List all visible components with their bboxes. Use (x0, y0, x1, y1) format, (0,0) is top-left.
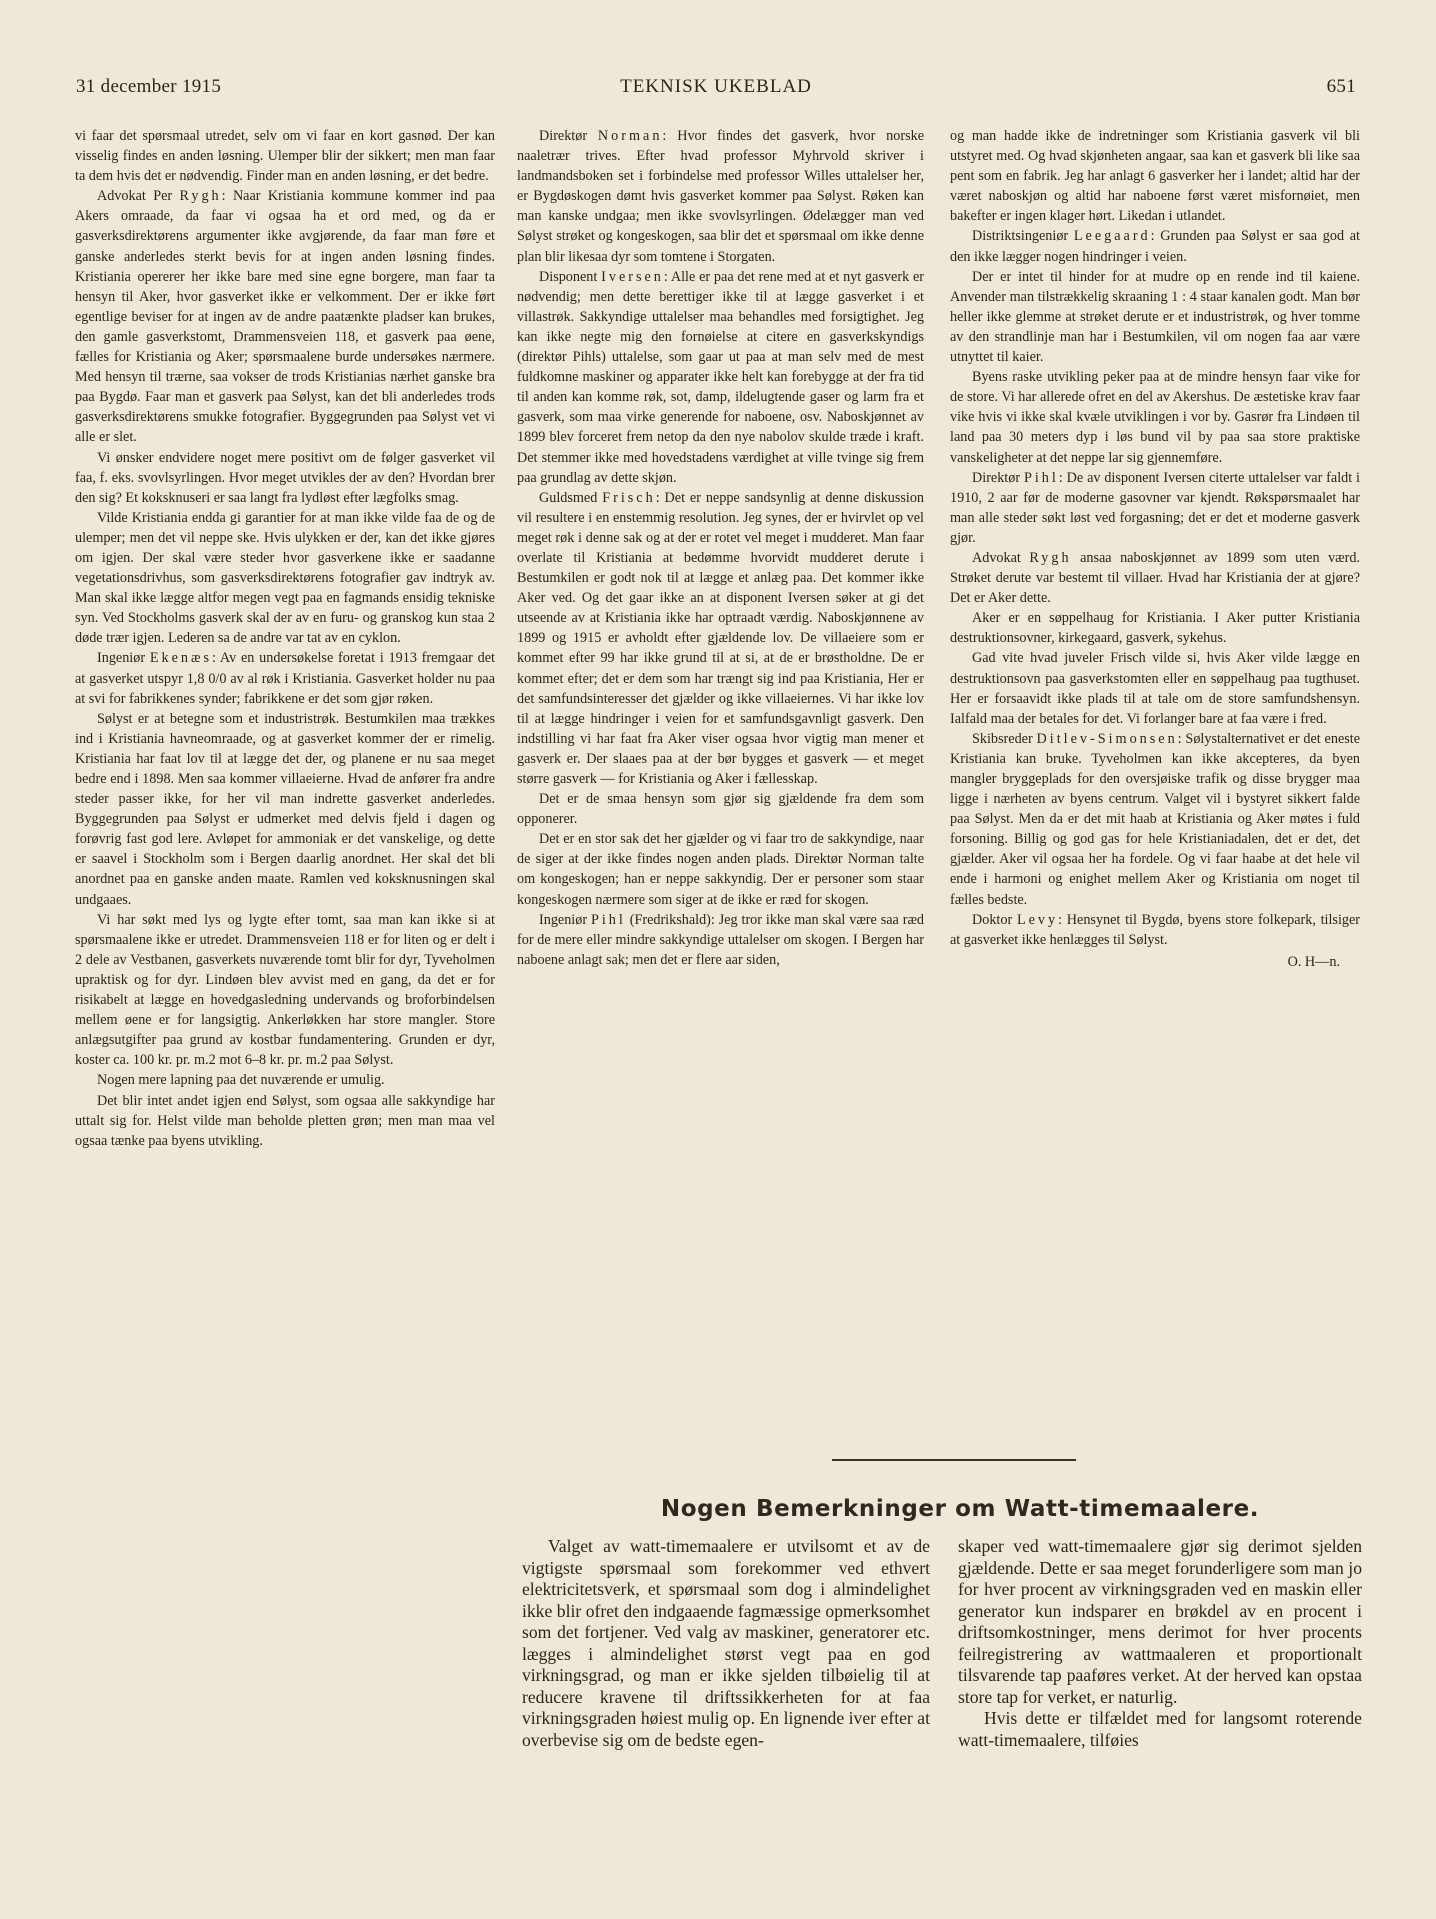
speaker-title: Ingeniør (97, 650, 146, 667)
paragraph: Der er intet til hinder for at mudre op en rende ind til kaiene. Anvender man tilstrækkelig skraaning 1 : 4 staar kanalen godt. Man bør heller ikke glemme at strøket derute er et industristrøk, og hver tomme av den strandlinje man har i Bestumkilen, vil om nogen faa aar være utnyttet til kaier. (950, 268, 1360, 366)
paragraph: Gad vite hvad juveler Frisch vilde si, hvis Aker vilde lægge en destruktionsovn paa gasverkstomten eller en søppelhaug paa tugthuset. Her er forsaavidt ikke plads til at tale om de store samfundshensyn. Ialfald maa der betales for det. Vi forlanger bare at faa være i fred. (950, 650, 1360, 727)
speaker-name: Frisch (602, 489, 656, 506)
speaker-name: Pihl (590, 911, 626, 928)
article-paragraph: Valget av watt-timemaalere er utvilsomt et av de vigtigste spørsmaal som forekommer ved ethvert elektricitetsverk, et spørsmaal som dog i almindelighet ikke blir ofret den indgaaende fagmæssige opmerksomhet som det fortjener. Ved valg av maskiner, generatorer etc. lægges i almindelighet størst vegt paa en god virkningsgrad, og man er ikke sjelden tilbøielig til at reducere kravene til driftssikkerheten for at faa virkningsgraden høiest mulig op. En lignende iver efter at overbevise sig om de bedste egen- (522, 1536, 930, 1750)
speech-text: : Hensynet til Bygdø, byens store folkepark, tilsiger at gasverket ikke henlægges til Sølyst. (950, 911, 1361, 948)
paragraph: Vilde Kristiania endda gi garantier for at man ikke vilde faa de og de ulemper; men det vil neppe ske. Hvis ulykken er der, kan det ikke gjøres om igjen. Der skal være steder hvor gasverkene ikke er saadanne vegetationsdrivhus, som gasverksdirektørens fotografier gav indtryk av. Man skal ikke lægge altfor megen vegt paa en fagmands ensidig tekniske syn. Ved Stockholms gasverk skal der av en furu- og granskog kun staa 2 døde trær igjen. Lederen sa de andre var tat av en cyklon. (75, 509, 495, 647)
speech-text: : Alle er paa det rene med at et nyt gasverk er nødvendig; men dette berettiger ikke til at lægge gasverket i et villastrøk. Sakkyndige uttalelser maa behandles med forsigtighet. Jeg kan ikke negte mig den fornøielse at citere en gasverkskyndigs (direktør Pihls) uttalelse, som gaar ut paa at man selv med de mest fuldkomne maskiner og apparater ikke helt kan forebygge at der fra tid til anden kan komme røk, sot, damp, ildelugtende gaser og larm fra et gasverk, som maa virke generende for naboene, osv. Naboskjønnet av 1899 blev forceret frem netop da den nye nabolov skulde træde i kraft. Det stemmer ikke med hovedstadens værdighet at ville tvinge sig frem paa grundlag av dette skjøn. (517, 268, 925, 486)
speaker-paragraph (950, 548, 1360, 608)
speaker-name: Levy (1016, 911, 1059, 928)
paragraph: Det blir intet andet igjen end Sølyst, som ogsaa alle sakkyndige har uttalt sig for. Helst vilde man beholde pletten grøn; men man maa vel ogsaa tænke paa byens utvikling. (75, 1092, 495, 1149)
speech-text: (Fredrikshald): Jeg tror ikke man skal være saa ræd for de mere eller mindre sakkyndige uttalelser om skogen. I Bergen har naboene anlagt sak; men det er flere aar siden, (517, 911, 924, 968)
author-signature: O. H—n. (1287, 953, 1340, 970)
column-3 (950, 126, 1360, 972)
paragraph: Vi har søkt med lys og lygte efter tomt, saa man kan ikke si at spørsmaalene ikke er utredet. Drammensveien 118 er for liten og er delt i 2 dele av Vestbanen, gasverkets nuværende tomt blir for dyr, Tyveholmen upraktisk og for dyr. Lindøen blev avvist med en gang, da det er for risikabelt at lægge en hovedgasledning undervands og broforbindelsen mellem øene er for langsigtig. Ankerløkken har store mangler. Store anlægsutgifter paa grund av kostbar fundamentering. Grunden er dyr, koster ca. 100 kr. pr. m.2 mot 6–8 kr. pr. m.2 paa Sølyst. (75, 911, 495, 1069)
article-column-right (958, 1536, 1362, 1751)
section-divider (832, 1459, 1076, 1461)
column-1 (75, 126, 495, 1151)
page-number: 651 (1326, 76, 1356, 97)
speaker-name: Pihl (1023, 469, 1059, 486)
speaker-title: Disponent (539, 268, 598, 285)
speaker-title: Skibsreder (972, 730, 1033, 747)
paragraph: og man hadde ikke de indretninger som Kristiania gasverk vil bli utstyret med. Og hvad skjønheten angaar, saa kan et gasverk bli like saa pent som en fabrik. Jeg har anlagt 6 gasverker her i landet; altid har der været naboskjøn og altid har naboene først været misfornøiet, men bakefter er ingen klager hørt. Likedan i utlandet. (950, 128, 1360, 225)
speaker-paragraph (950, 226, 1360, 266)
speech-text: : Det er neppe sandsynlig at denne diskussion vil resultere i en enstemmig resolution. Jeg synes, der er hvirvlet op vel meget røk i denne sak og at der er rotet vel meget i mudderet. Man faar overlate til Kristiania at bedømme hvorvidt mudderet derute i Bestumkilen er godt nok til at lægge et anlæg paa. Det kommer ikke Aker ved. Og det gaar ikke an at disponent Iversen søker at gi det utseende av at Kristiania ikke har optraadt værdig. Naboskjønnene av 1899 og 1915 er avholdt efter gjældende lov. De villaeiere som er kommet efter 99 har ikke grund til at si, at de er brøstholdne. De er kommet efter; det er dem som har trængt sig ind paa Kristiania, Her er det samfundsinteresser det gjælder og ikke villaeiernes. Vi har ikke lov til at lægge hindringer i veien for et samfundsgavnligt gasverk. Den indstilling vi har faat fra Aker viser ogsaa hvor vigtig man mener et gasverk er. Der slaaes paa at der bør bygges et gasverk — et meget større gasverk — for Kristiania og Aker i fællesskap. (517, 489, 925, 787)
speaker-paragraph (950, 468, 1360, 548)
speech-text: ansaa naboskjønnet av 1899 som uten værd. Strøket derute var bestemt til villaer. Hvad har Kristiania der at gjøre? Det er Aker dette. (950, 549, 1360, 607)
speaker-title: Distriktsingeniør (972, 228, 1069, 245)
speaker-name: Rygh (179, 188, 222, 205)
speaker-title: Direktør (539, 128, 588, 144)
speech-text: : Sølystalternativet er det eneste Kristiania kan bruke. Tyveholmen kan ikke akcepteres, da byen mangler bryggeplads for den oversjøiske trafik og disse brygger maa ligge i nærheten av byens centrum. Valget vil i bystyret sikkert falde paa Sølyst. Men da er det mit haab at Kristiania og Aker møtes i fuld forsoning. Billig og god gas for hele Kristianiadalen, det er det, det gjælder. Aker vil ogsaa her ha fordele. Og vi faar haabe at det hele vil ende i harmoni og enighet mellem Aker og Kristiania om noget til fælles bedste. (950, 730, 1360, 908)
speaker-title: Doktor (972, 911, 1013, 928)
speaker-name: Ditlev-Simonsen (1036, 730, 1178, 747)
paragraph: Vi ønsker endvidere noget mere positivt om de følger gasverket vil faa, f. eks. svovlsyrlingen. Hvor meget utvikles der av den? Hvordan brer den sig? Et koksknuseri er saa langt fra lydløst efter lægfolks smag. (75, 449, 495, 506)
paragraph: Det er de smaa hensyn som gjør sig gjældende fra dem som opponerer. (517, 791, 924, 828)
speaker-title: Advokat (972, 549, 1021, 566)
speech-text: : Hvor findes det gasverk, hvor norske naaletrær trives. Efter hvad professor Myhrvold skriver i landmandsboken set i forbindelse med professor Willes uttalelser her, er Bygdøskogen dømt hvis gasverket kommer paa Sølyst. Røken kan man kanske undgaa; men ikke svovlsyrlingen. Ødelægger man ved Sølyst strøket og kongeskogen, saa blir det et spørsmaal om ikke denne plan blir likesaa dyr som tomtene i Storgaten. (517, 128, 925, 265)
article-column-left (522, 1536, 930, 1751)
paragraph: Det er en stor sak det her gjælder og vi faar tro de sakkyndige, naar de siger at der ikke findes nogen anden plads. Direktør Norman talte om kongeskogen; han er neppe sakkyndig. Der er personer som staar kongeskogen nærmere som siger at de ikke er ræd for skogen. (517, 831, 924, 908)
paragraph: Aker er en søppelhaug for Kristiania. I Aker putter Kristiania destruktionsovner, kirkegaard, gasverk, sykehus. (950, 610, 1360, 647)
article-paragraph: Hvis dette er tilfældet med for langsomt roterende watt-timemaalere, tilføies (958, 1708, 1362, 1750)
speaker-name: Ekenæs (149, 650, 212, 667)
speech-text: : Grunden paa Sølyst er saa god at den ikke lægger nogen hindringer i veien. (950, 228, 1361, 265)
journal-title: TEKNISK UKEBLAD (620, 76, 812, 97)
speech-text: : Av en undersøkelse foretat i 1913 fremgaar det at gasverket utspyr 1,8 0/0 av al røk i Kristiania. Gasverket holder nu paa at svi for fabrikkenes synder; fabrikkene er det som gjør røken. (75, 650, 495, 707)
article-headline: Nogen Bemerkninger om Watt-timemaalere. (660, 1496, 1260, 1522)
speaker-paragraph (517, 126, 924, 267)
speaker-name: Rygh (1029, 549, 1072, 566)
speaker-title: Ingeniør (539, 911, 588, 928)
paragraph: Nogen mere lapning paa det nuværende er umulig. (97, 1072, 385, 1089)
speech-text: : De av disponent Iversen citerte uttalelser var faldt i 1910, 2 aar før de moderne gasovner var kjendt. Røkspørsmaalet har man alle steder søkt løst ved forgasning; det er det et moderne gasverk gjør. (950, 469, 1360, 546)
article-paragraph: skaper ved watt-timemaalere gjør sig derimot sjelden gjældende. Dette er saa meget forunderligere som man jo for hver procent av virkningsgraden ved en maskin eller generator kun indsparer en brøkdel av en procent i driftsomkostninger, mens derimot for hver procents feilregistrering av wattmaaleren et proportionalt tilsvarende tap paaføres verket. At der herved kan opstaa store tap for verket, er naturlig. (958, 1536, 1362, 1707)
speaker-paragraph (75, 648, 495, 708)
running-head (76, 76, 1356, 100)
speaker-paragraph (517, 910, 924, 970)
paragraph: Sølyst er at betegne som et industristrøk. Bestumkilen maa trækkes ind i Kristiania havneomraade, og at gasverket kommer der er rimelig. Kristiania har faat lov til at lægge det der, og planene er nu saa meget bedre end i 1898. Men saa kommer villaeierne. Hvad de anfører fra andre steder passer ikke, for her vil man indrette gasverket anderledes. Byggegrunden paa Sølyst er udmerket med delvis fjeld i dagen og forøvrig fast god lere. Avløpet for ammoniak er det vanskelige, og dette er saavel i Stockholm som i Bergen daarlig anordnet. Her skal det bli anordnet paa en ganske anden maate. Ramlen ved koksknusningen skal undgaaes. (75, 710, 495, 908)
speaker-paragraph (75, 186, 495, 447)
issue-date: 31 december 1915 (76, 76, 222, 97)
speaker-title: Direktør (972, 469, 1021, 486)
paragraph: Byens raske utvikling peker paa at de mindre hensyn faar vike for de store. Vi har allerede ofret en del av Akershus. De æstetiske krav faar vike hvis vi ikke skal kvæle utviklingen i vor by. Gasrør fra Lindøen til land paa 30 meters dyp i løs bund vil by paa saa store praktiske vanskeligheter at det neppe lar sig gjennemføre. (950, 369, 1360, 466)
speech-text: : Naar Kristiania kommune kommer ind paa Akers omraade, da faar vi ogsaa ha et ord med, og da er gasverksdirektørens argumenter ikke avgjørende, da faar man føre et ganske anderledes sterkt bevis for at ingen anden løsning findes. Kristiania opererer her ikke bare med sine egne borgere, man faar ta hensyn til Aker, hvor gasverket ikke er velkomment. Der er ikke ført egentlige beviser for at ingen av de andre paatænkte pladser kan brukes, den gamle gasverkstomt, Drammensveien 118, et gasverk paa øene, fælles for Kristiania og Aker; spørsmaalene burde undersøkes nærmere. Med hensyn til trærne, saa vokser de trods Kristianias nærhet ganske bra paa Bygdø. Faar man et gasverk paa Sølyst, kan det bli anderledes trods gasverksdirektørens smukke fotografier. Byggegrunden paa Sølyst vet vi alle er slet. (75, 188, 496, 446)
speaker-title: Guldsmed (539, 489, 598, 506)
speaker-paragraph (950, 729, 1360, 910)
speaker-name: Leegaard (1073, 228, 1151, 245)
speaker-title: Advokat Per (97, 188, 173, 205)
speaker-paragraph (950, 910, 1360, 950)
speaker-paragraph (517, 488, 924, 789)
paragraph: vi faar det spørsmaal utredet, selv om vi faar en kort gasnød. Der kan visselig findes en anden løsning. Ulemper blir der sikkert; men man faar ta dem hvis det er nødvendig. Finder man en anden løsning, er det bedre. (75, 128, 495, 185)
speaker-name: Norman (597, 128, 663, 144)
speaker-name: Iversen (601, 268, 664, 285)
speaker-paragraph (517, 267, 924, 488)
column-2 (517, 126, 924, 970)
